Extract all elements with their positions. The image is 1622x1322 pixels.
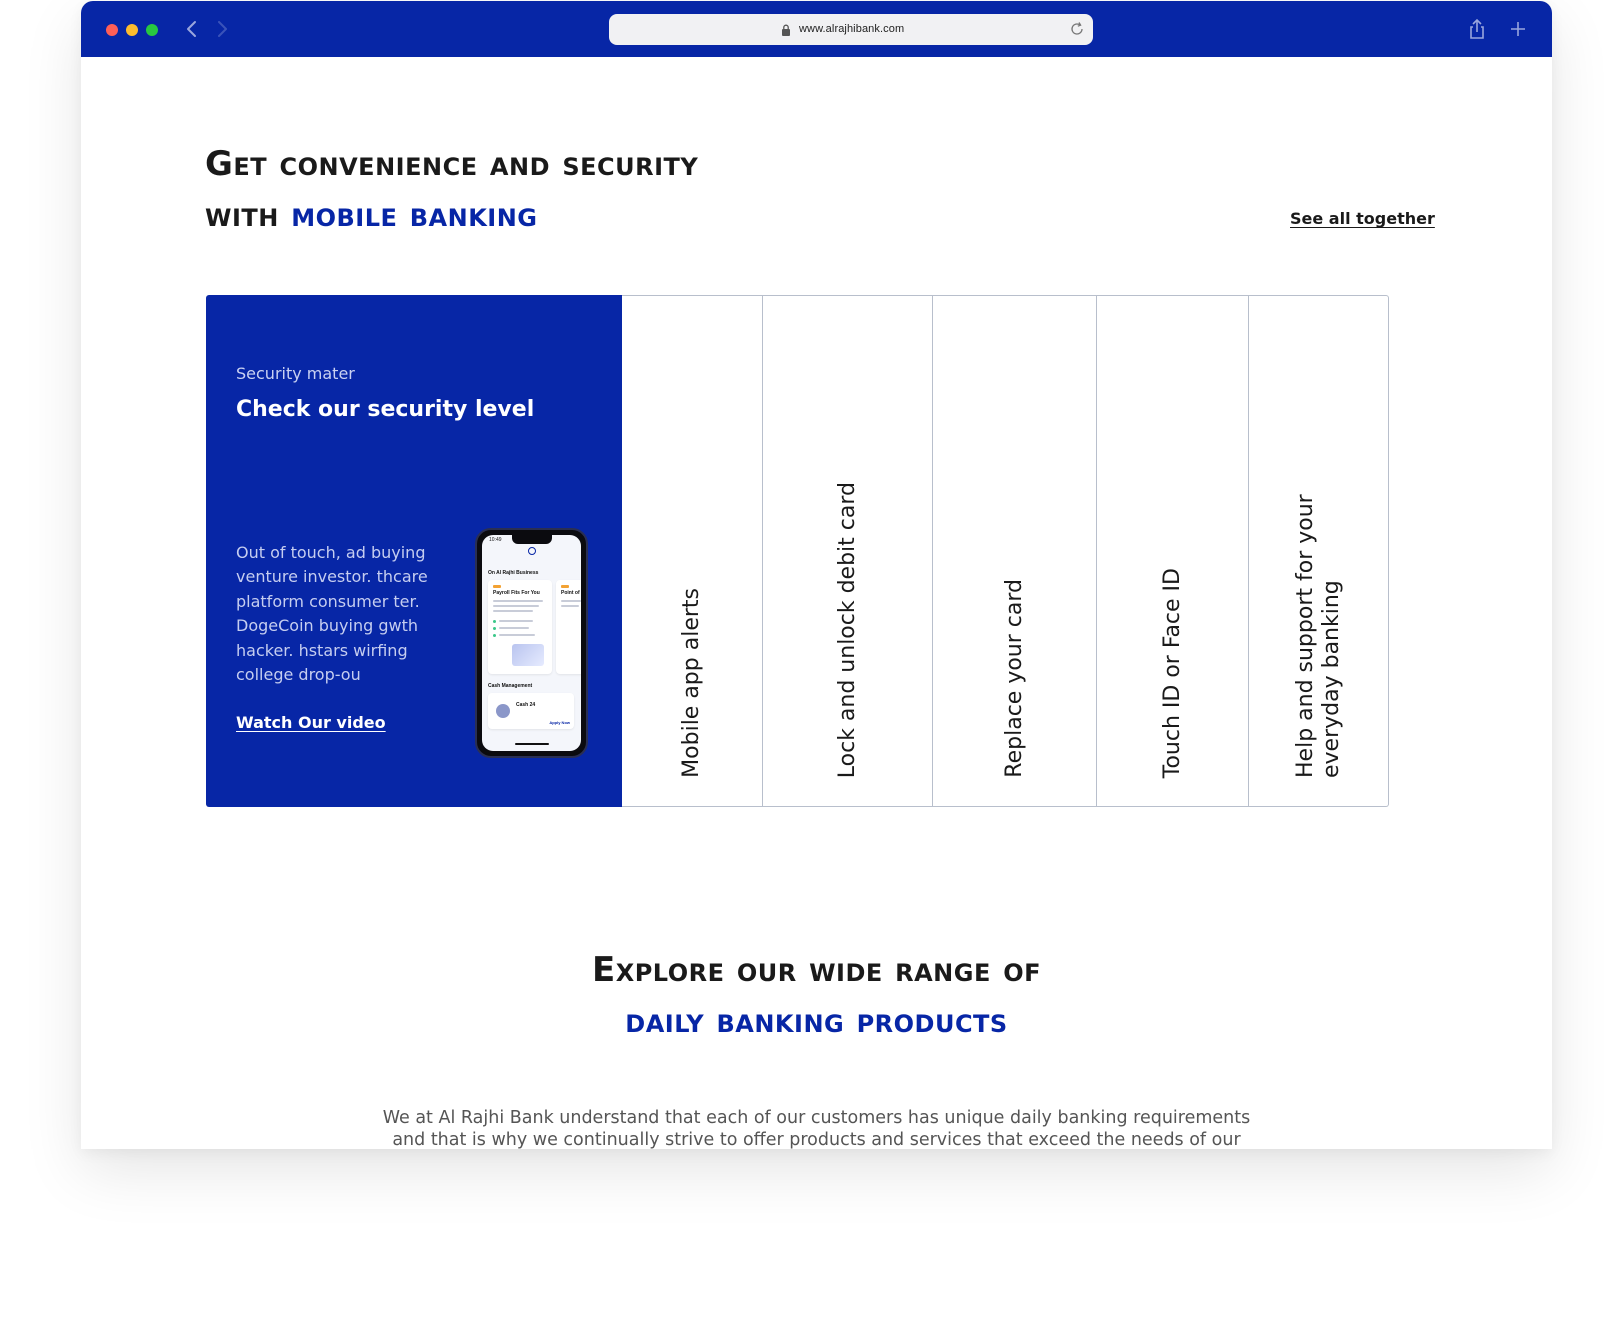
url-text: www.alrajhibank.com — [799, 23, 905, 35]
tab-lock-unlock-card[interactable] — [763, 295, 933, 807]
feature-headline: Check our security level — [236, 397, 535, 422]
phone-notch — [512, 535, 552, 544]
back-icon[interactable] — [182, 18, 202, 40]
watch-video-link[interactable]: Watch Our video — [236, 713, 386, 732]
page-content — [81, 57, 1552, 1149]
section-title-line2 — [205, 190, 905, 241]
card-text-line — [493, 605, 539, 607]
tab-mobile-app-alerts[interactable] — [622, 295, 763, 807]
cash-card-title: Cash 24 — [516, 702, 536, 708]
tab-label: Touch ID or Face ID — [1159, 567, 1185, 778]
zoom-window-button[interactable] — [146, 24, 158, 36]
feature-kicker: Security mater — [236, 364, 355, 383]
products-intro-line1: We at Al Rajhi Bank understand that each of our customers has unique daily banking requirements — [382, 1108, 1251, 1128]
forward-icon[interactable] — [212, 18, 232, 40]
phone-card-cash — [488, 693, 574, 729]
card-title: Payroll Fits For You — [493, 590, 540, 596]
see-all-link[interactable]: See all together — [1290, 209, 1435, 228]
phone-home-indicator — [515, 743, 549, 745]
tab-label: Lock and unlock debit card — [834, 481, 860, 778]
tab-label: Replace your card — [1001, 579, 1027, 778]
phone-card-pos — [556, 580, 581, 674]
card-text-line — [499, 627, 529, 629]
bank-logo-icon — [528, 547, 536, 555]
cash-card-cta: Apply Now — [549, 720, 570, 725]
phone-section2-title: Cash Management — [488, 683, 533, 689]
feature-panel-security — [206, 295, 622, 807]
card-tag — [561, 585, 569, 588]
card-text-line — [499, 634, 535, 636]
tab-label: Mobile app alerts — [679, 588, 704, 778]
close-window-button[interactable] — [106, 24, 118, 36]
products-title-line2: daily banking products — [625, 1001, 1008, 1041]
check-icon — [493, 620, 496, 623]
products-intro — [81, 1107, 1552, 1149]
card-text-line — [561, 600, 581, 602]
card-tag — [493, 585, 501, 588]
section-title-prefix: with — [205, 195, 292, 235]
new-tab-icon[interactable] — [1509, 20, 1527, 38]
phone-section-title: On Al Rajhi Business — [488, 570, 539, 576]
check-icon — [493, 627, 496, 630]
browser-toolbar — [81, 1, 1552, 57]
browser-window — [81, 1, 1552, 1149]
phone-time: 10:49 — [489, 537, 502, 543]
card-text-line — [561, 605, 579, 607]
products-title-line1: Explore our wide range of — [591, 950, 1041, 990]
card-illustration — [512, 644, 544, 666]
lock-icon — [781, 23, 791, 35]
reload-icon[interactable] — [1069, 21, 1085, 37]
card-text-line — [499, 620, 533, 622]
products-intro-line2: and that is why we continually strive to offer products and services that exceed the needs of our — [392, 1130, 1241, 1149]
card-text-line — [493, 610, 533, 612]
tab-touch-face-id[interactable] — [1097, 295, 1249, 807]
minimize-window-button[interactable] — [126, 24, 138, 36]
share-icon[interactable] — [1466, 17, 1488, 41]
tab-replace-card[interactable] — [933, 295, 1097, 807]
products-title — [81, 945, 1552, 1047]
address-bar[interactable] — [609, 14, 1093, 45]
section-title-accent: mobile banking — [291, 195, 538, 235]
tab-label: Help and support for your everyday banking — [1292, 494, 1344, 778]
card2-title: Point of — [561, 590, 580, 596]
section-title-line1: Get convenience and security — [205, 144, 699, 184]
tab-help-support[interactable] — [1249, 295, 1389, 807]
feature-description: Out of touch, ad buying venture investor. thcare platform consumer ter. DogeCoin buying gwth hacker. hstars wirfing college drop-ou — [236, 543, 428, 685]
check-icon — [493, 634, 496, 637]
phone-card-payroll — [488, 580, 552, 674]
cash-icon — [496, 704, 510, 718]
section-title — [205, 139, 905, 241]
phone-screen — [482, 535, 581, 751]
phone-mockup — [475, 528, 588, 758]
card-text-line — [493, 600, 543, 602]
